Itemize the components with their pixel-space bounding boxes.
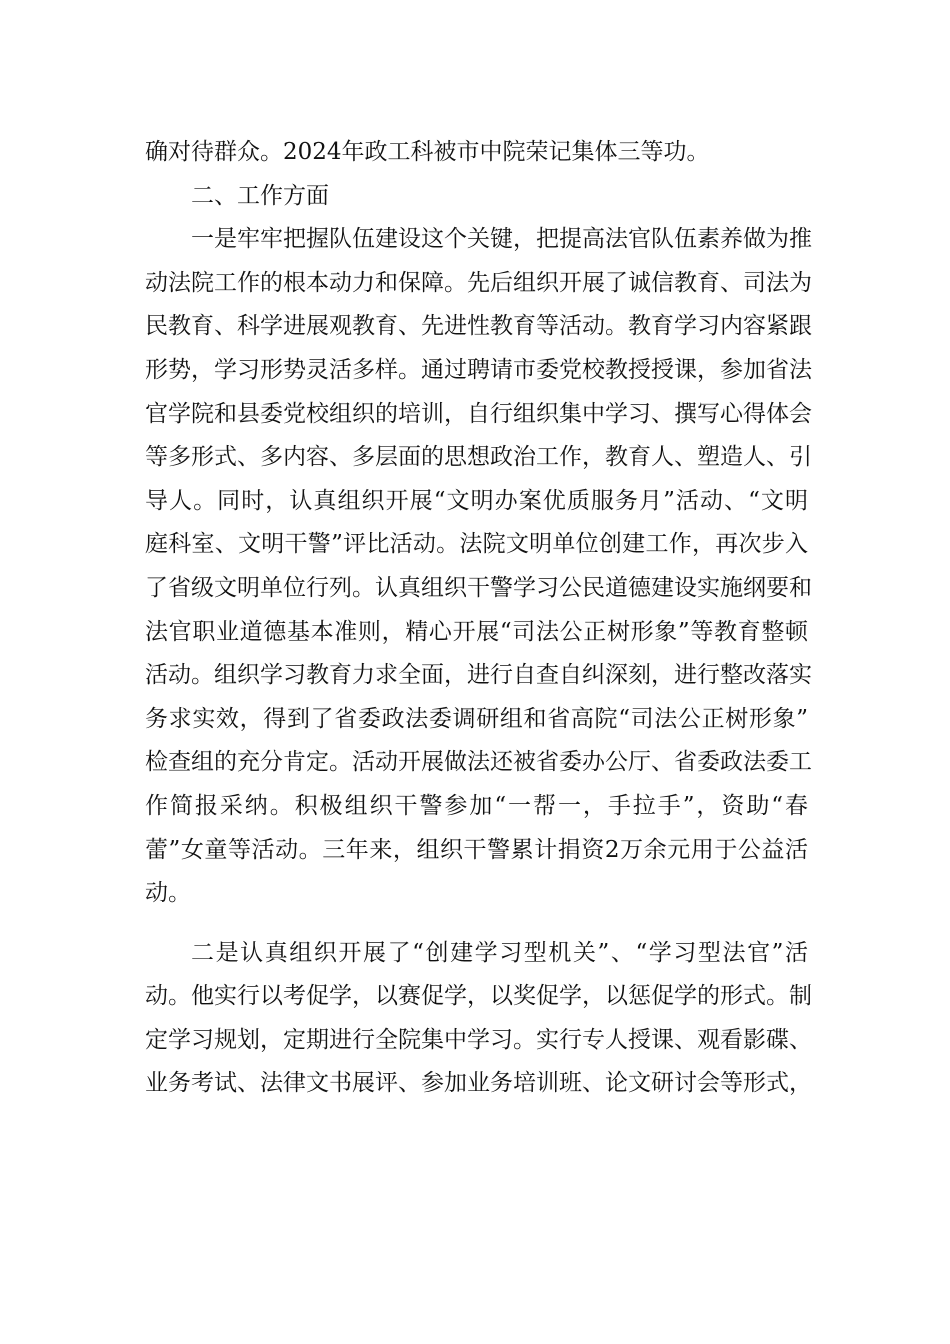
text-line: 了省级文明单位行列。认真组织干警学习公民道德建设实施纲要和 — [145, 574, 812, 601]
text-line: 动。 — [145, 880, 191, 907]
text-line: 动。他实行以考促学，以赛促学，以奖促学，以惩促学的形式。制 — [145, 983, 812, 1010]
text-line: 官学院和县委党校组织的培训，自行组织集中学习、撰写心得体会 — [145, 400, 812, 427]
text-line: 一是牢牢把握队伍建设这个关键，把提高法官队伍素养做为推 — [191, 226, 812, 253]
text-line: 法官职业道德基本准则，精心开展“司法公正树形象”等教育整顿 — [145, 618, 808, 645]
text-line: 动法院工作的根本动力和保障。先后组织开展了诚信教育、司法为 — [145, 269, 812, 296]
text-line: 确对待群众。2024年政工科被市中院荣记集体三等功。 — [145, 139, 710, 165]
text-line: 定学习规划，定期进行全院集中学习。实行专人授课、观看影碟、 — [145, 1026, 812, 1053]
text-line: 庭科室、文明干警”评比活动。法院文明单位创建工作，再次步入 — [145, 531, 808, 558]
section-heading: 二、工作方面 — [191, 182, 329, 209]
text-line: 等多形式、多内容、多层面的思想政治工作，教育人、塑造人、引 — [145, 444, 812, 471]
text-line: 务求实效，得到了省委政法委调研组和省高院“司法公正树形象” — [145, 705, 808, 732]
document-body — [145, 131, 812, 1106]
text-line: 检查组的充分肯定。活动开展做法还被省委办公厅、省委政法委工 — [145, 749, 812, 776]
text-line: 业务考试、法律文书展评、参加业务培训班、论文研讨会等形式， — [145, 1070, 812, 1097]
text-line: 民教育、科学进展观教育、先进性教育等活动。教育学习内容紧跟 — [145, 313, 812, 340]
text-line: 导人。同时，认真组织开展“文明办案优质服务月”活动、“文明 — [145, 487, 808, 514]
text-line: 二是认真组织开展了“创建学习型机关”、“学习型法官”活 — [191, 939, 808, 966]
text-line: 形势，学习形势灵活多样。通过聘请市委党校教授授课，参加省法 — [145, 356, 812, 383]
text-line: 活动。组织学习教育力求全面，进行自查自纠深刻，进行整改落实 — [145, 662, 812, 689]
text-line: 作简报采纳。积极组织干警参加“一帮一，手拉手”，资助“春 — [145, 792, 808, 819]
text-line: 蕾”女童等活动。三年来，组织干警累计捐资2万余元用于公益活 — [145, 836, 808, 863]
